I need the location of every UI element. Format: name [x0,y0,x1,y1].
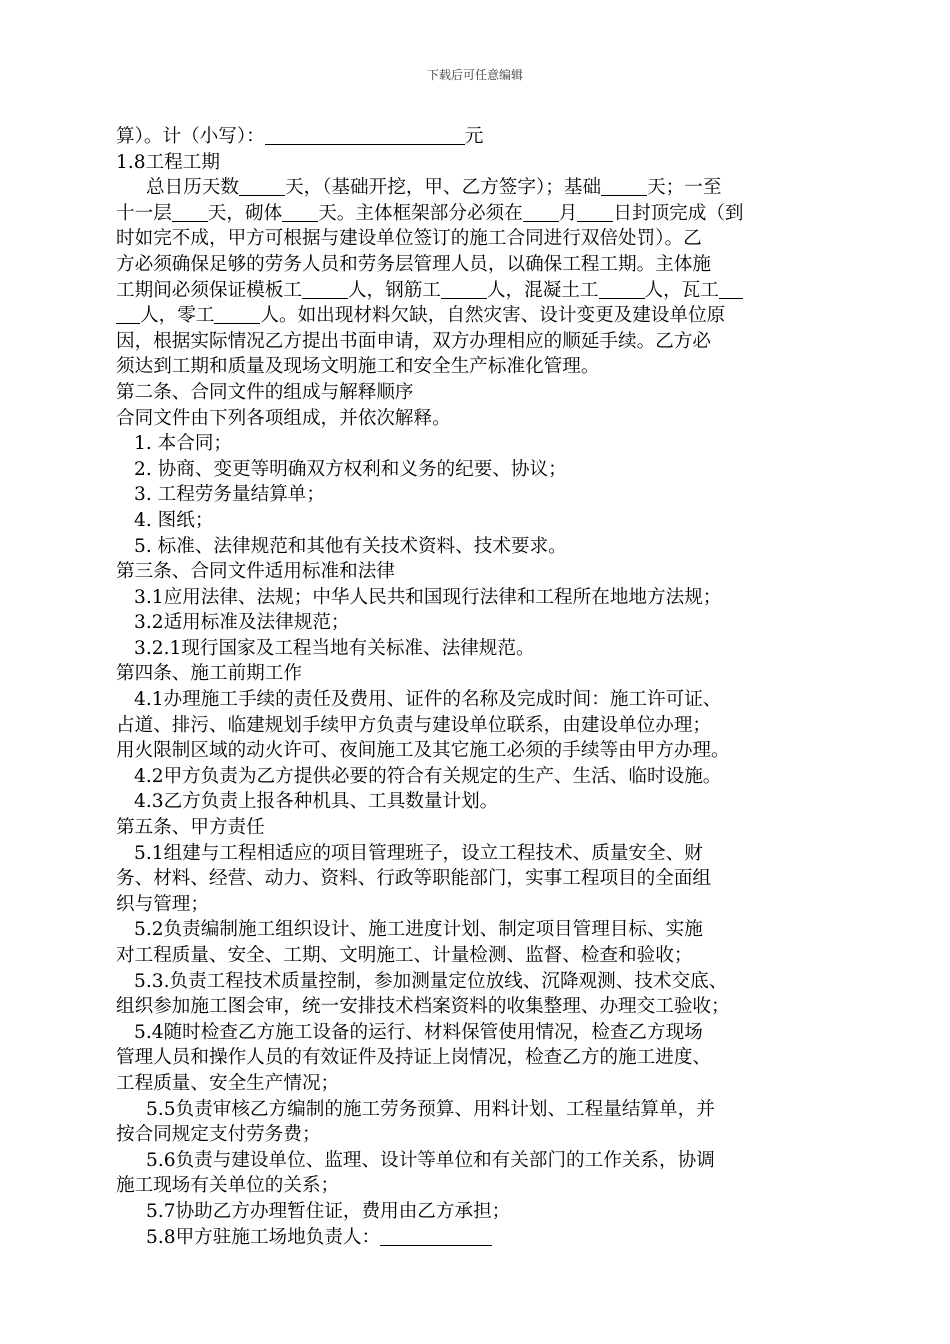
text-run: 人，瓦工 [644,279,719,301]
text-line [116,150,852,176]
text-run: 5.5负责审核乙方编制的施工劳务预算、用料计划、工程量结算单，并 [146,1098,715,1120]
text-run: 3.1应用法律、法规；中华人民共和国现行法律和工程所在地地方法规； [134,586,722,608]
text-run: 时如完不成，甲方可根据与建设单位签订的施工合同进行双倍处罚）。乙 [116,228,702,250]
text-run: 1. 本合同； [134,433,233,455]
text-line [116,457,852,483]
blank-underline [282,203,318,222]
text-run: 5. 标准、法律规范和其他有关技术资料、技术要求。 [134,535,567,557]
blank-underline [265,126,465,145]
text-run: 4. 图纸； [134,509,214,531]
text-run: 5.6负责与建设单位、监理、设计等单位和有关部门的工作关系，协调 [146,1149,715,1171]
text-line [116,994,852,1020]
text-run: 第二条、合同文件的组成与解释顺序 [116,381,414,403]
text-run: 工程质量、安全生产情况； [116,1072,340,1094]
text-run: 1.8工程工期 [116,151,220,173]
text-run: 2. 协商、变更等明确双方权利和义务的纪要、协议； [134,458,567,480]
text-line [116,508,852,534]
text-run: 对工程质量、安全、工期、文明施工、计量检测、监督、检查和验收； [116,945,693,966]
text-run: 5.8甲方驻施工场地负责人： [146,1226,381,1248]
text-run: 人，混凝土工 [486,279,599,301]
text-line [116,687,852,713]
text-line [116,1199,852,1225]
text-run: 工期间必须保证模板工 [116,279,302,301]
text-run: 4.2甲方负责为乙方提供必要的符合有关规定的生产、生活、临时设施。 [134,765,722,787]
text-line [116,969,852,995]
text-line [116,610,852,636]
text-run: 3.2适用标准及法律规范； [134,612,350,634]
text-run: 天，砌体 [207,202,283,224]
text-line [116,866,852,892]
text-run: 施工现场有关单位的关系； [116,1175,340,1197]
text-line [116,841,852,867]
text-run: 合同文件由下列各项组成，并依次解释。 [116,407,451,429]
text-line [116,1225,852,1251]
text-line [116,124,852,150]
text-line [116,713,852,739]
blank-underline [214,305,260,324]
blank-underline [599,280,645,299]
text-line [116,380,852,406]
text-run: 3.2.1现行国家及工程当地有关标准、法律规范。 [134,637,535,659]
text-run: 因，根据实际情况乙方提出书面申请，双方办理相应的顺延手续。乙方必 [116,330,712,352]
text-line [116,892,852,918]
text-run: 5.7协助乙方办理暂住证，费用由乙方承担； [146,1200,511,1222]
text-line [116,789,852,815]
text-run: 占道、排污、临建规划手续甲方负责与建设单位联系，由建设单位办理； [116,714,712,736]
text-run: 第五条、甲方责任 [116,817,265,839]
text-run: 4.3乙方负责上报各种机具、工具数量计划。 [134,791,499,813]
text-line [116,917,852,943]
text-run: 月 [558,202,578,224]
text-run: 织与管理； [116,893,209,915]
text-line [116,534,852,560]
text-line [116,585,852,611]
text-line [116,406,852,432]
text-line [116,1122,852,1148]
text-run: 天，（基础开挖，甲、乙方签字）；基础 [284,177,602,199]
text-line [116,1071,852,1097]
text-run: 元 [464,126,484,147]
text-run: 天。主体框架部分必须在 [318,202,523,224]
text-run: 管理人员和操作人员的有效证件及持证上岗情况，检查乙方的施工进度、 [116,1047,712,1069]
blank-underline [601,177,647,196]
document-body [116,124,852,1250]
text-line [116,661,852,687]
text-run: 人，钢筋工 [347,279,441,301]
text-line [116,559,852,585]
text-line [116,329,852,355]
text-run: 须达到工期和质量及现场文明施工和安全生产标准化管理。 [116,356,600,378]
page-header: 下载后可任意编辑 [426,68,523,82]
blank-underline [441,280,487,299]
text-run: 日封顶完成（到 [613,202,744,224]
text-run: 5.4随时检查乙方施工设备的运行、材料保管使用情况，检查乙方现场 [134,1021,703,1043]
text-run: 5.2负责编制施工组织设计、施工进度计划、制定项目管理目标、实施 [134,919,703,941]
text-run: 天；一至 [647,177,722,199]
blank-underline [116,305,140,324]
text-line [116,764,852,790]
text-run: 用火限制区域的动火许可、夜间施工及其它施工必须的手续等由甲方办理。 [116,740,730,762]
text-line [116,482,852,508]
text-line [116,1097,852,1123]
text-line [116,636,852,662]
text-run: 第三条、合同文件适用标准和法律 [116,561,395,583]
text-line [116,1020,852,1046]
text-line [116,278,852,304]
blank-underline [577,203,613,222]
text-run: 按合同规定支付劳务费； [116,1124,321,1146]
text-run: 十一层 [116,202,172,224]
text-line [116,252,852,278]
text-line [116,1148,852,1174]
text-run: 5.3.负责工程技术质量控制，参加测量定位放线、沉降观测、技术交底、 [134,970,728,992]
text-run: 3. 工程劳务量结算单； [134,484,325,506]
text-line [116,815,852,841]
text-line [116,1173,852,1199]
text-run: 方必须确保足够的劳务人员和劳务层管理人员，以确保工程工期。主体施 [116,253,712,275]
text-run: 人。如出现材料欠缺，自然灾害、设计变更及建设单位原 [260,305,726,327]
text-line [116,1045,852,1071]
text-run: 总日历天数 [146,177,239,199]
text-run: 人，零工 [140,305,215,327]
blank-underline [719,280,743,299]
blank-underline [172,203,208,222]
text-run: 5.1组建与工程相适应的项目管理班子，设立工程技术、质量安全、财 [134,842,703,864]
text-line [116,354,852,380]
text-run: 第四条、施工前期工作 [116,663,302,685]
text-run: 组织参加施工图会审，统一安排技术档案资料的收集整理、办理交工验收； [116,996,730,1018]
blank-underline [302,280,348,299]
text-line [116,943,852,969]
text-line [116,226,852,252]
blank-underline [239,177,285,196]
text-run: 务、材料、经营、动力、资料、行政等职能部门，实事工程项目的全面组 [116,868,712,890]
text-line [116,738,852,764]
blank-underline [523,203,559,222]
text-line [116,175,852,201]
blank-underline [380,1227,492,1246]
text-run: 4.1办理施工手续的责任及费用、证件的名称及完成时间：施工许可证、 [134,689,722,711]
text-line [116,303,852,329]
text-line [116,201,852,227]
text-line [116,431,852,457]
text-run: 算）。计（小写）： [116,126,265,147]
